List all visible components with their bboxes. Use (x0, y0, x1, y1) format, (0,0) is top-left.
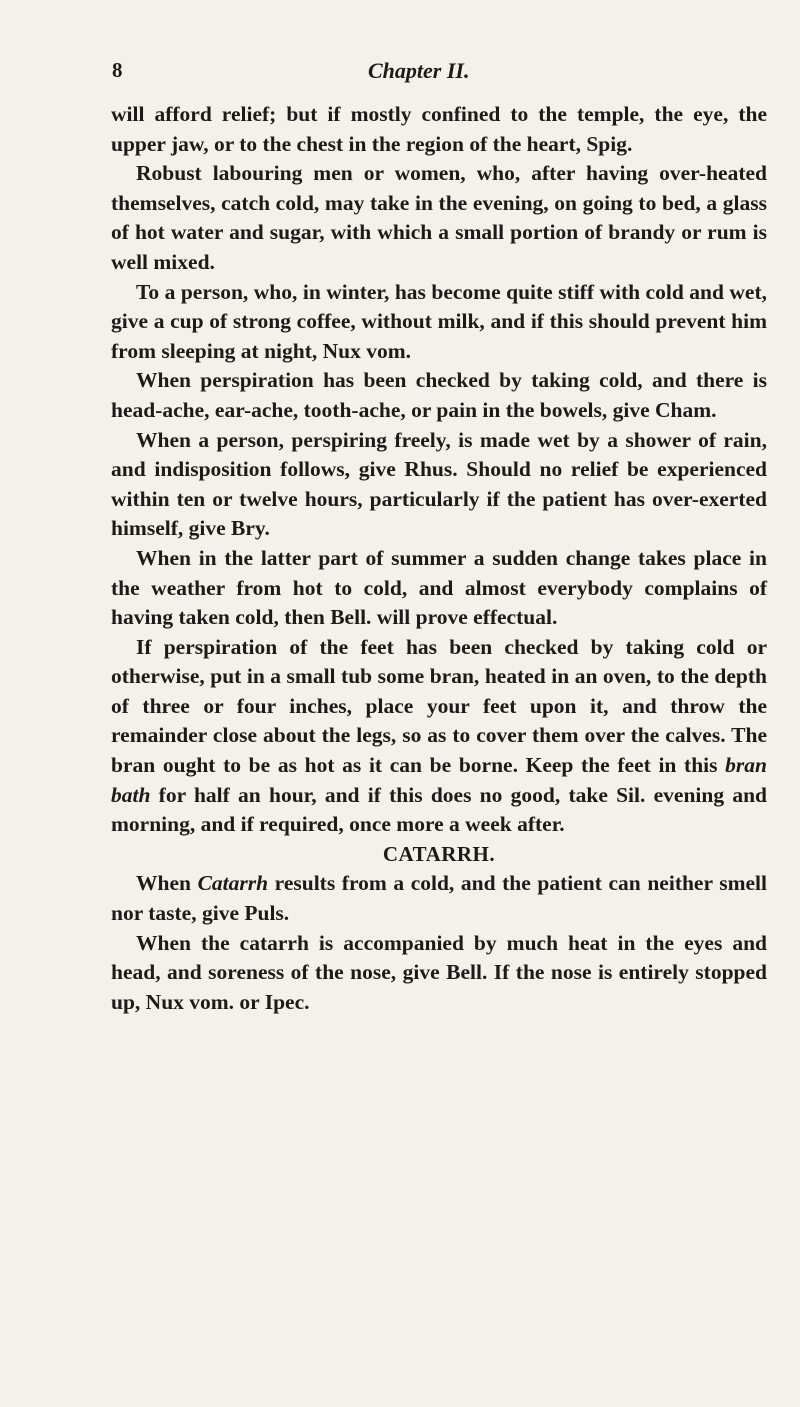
bran-bath-italic: bran bath (111, 753, 767, 807)
paragraph-perspiration-checked: When perspiration has been checked by taking cold, and there is head-ache, ear-ache, tooth-ache, or pain in the bowels, give Cham. (111, 368, 767, 422)
paragraph-continued: will afford relief; but if mostly confined to the temple, the eye, the upper jaw, or to the chest in the region of the heart, Spig. (111, 102, 767, 156)
paragraph-catarrh-heat: When the catarrh is accompanied by much heat in the eyes and head, and soreness of the nose, give Bell. If the nose is entirely stopped up, Nux vom. or Ipec. (111, 930, 767, 1014)
catarrh-italic: Catarrh (197, 871, 269, 896)
paragraph-summer-change: When in the latter part of summer a sudden change takes place in the weather from hot to cold, and almost everybody complains of having taken cold, then Bell. will prove effectual. (111, 545, 767, 630)
catarrh-text-before: When (136, 871, 198, 896)
paragraph-shower-of-rain: When a person, perspiring freely, is made wet by a shower of rain, and indisposition follows, give Rhus. Should no relief be experienced within ten or twelve hours, particularly if the patient has over-exerted himself, give Bry. (111, 427, 767, 541)
running-head (112, 58, 732, 94)
section-heading-catarrh: CATARRH. (382, 841, 496, 866)
bran-bath-text-before: If perspiration of the feet has been checked by taking cold or otherwise, put in a small tub some bran, heated in an oven, to the depth of three or four inches, place your feet upon it, and throw the remainder close about the legs, so as to cover them over the calves. The bran ought to be as hot as it can be borne. Keep the feet in this (111, 634, 767, 778)
paragraph-robust-labouring: Robust labouring men or women, who, after having over-heated themselves, catch cold, may take in the evening, on going to bed, a glass of hot water and sugar, with which a small portion of brandy or rum is well mixed. (111, 161, 767, 274)
bran-bath-text-after: for half an hour, and if this does no good, take Sil. evening and morning, and if required, once more a week after. (111, 782, 767, 837)
paragraph-catarrh-cold (111, 869, 767, 928)
page-number: 8 (112, 58, 123, 82)
catarrh-text-after: results from a cold, and the patient can neither smell nor taste, give Puls. (111, 871, 767, 926)
paragraph-stiff-with-cold: To a person, who, in winter, has become quite stiff with cold and wet, give a cup of strong coffee, without milk, and if this should prevent him from sleeping at night, Nux vom. (111, 279, 767, 363)
body-text (111, 100, 767, 1017)
chapter-title: Chapter II. (368, 58, 470, 83)
paragraph-bran-bath (111, 633, 767, 840)
